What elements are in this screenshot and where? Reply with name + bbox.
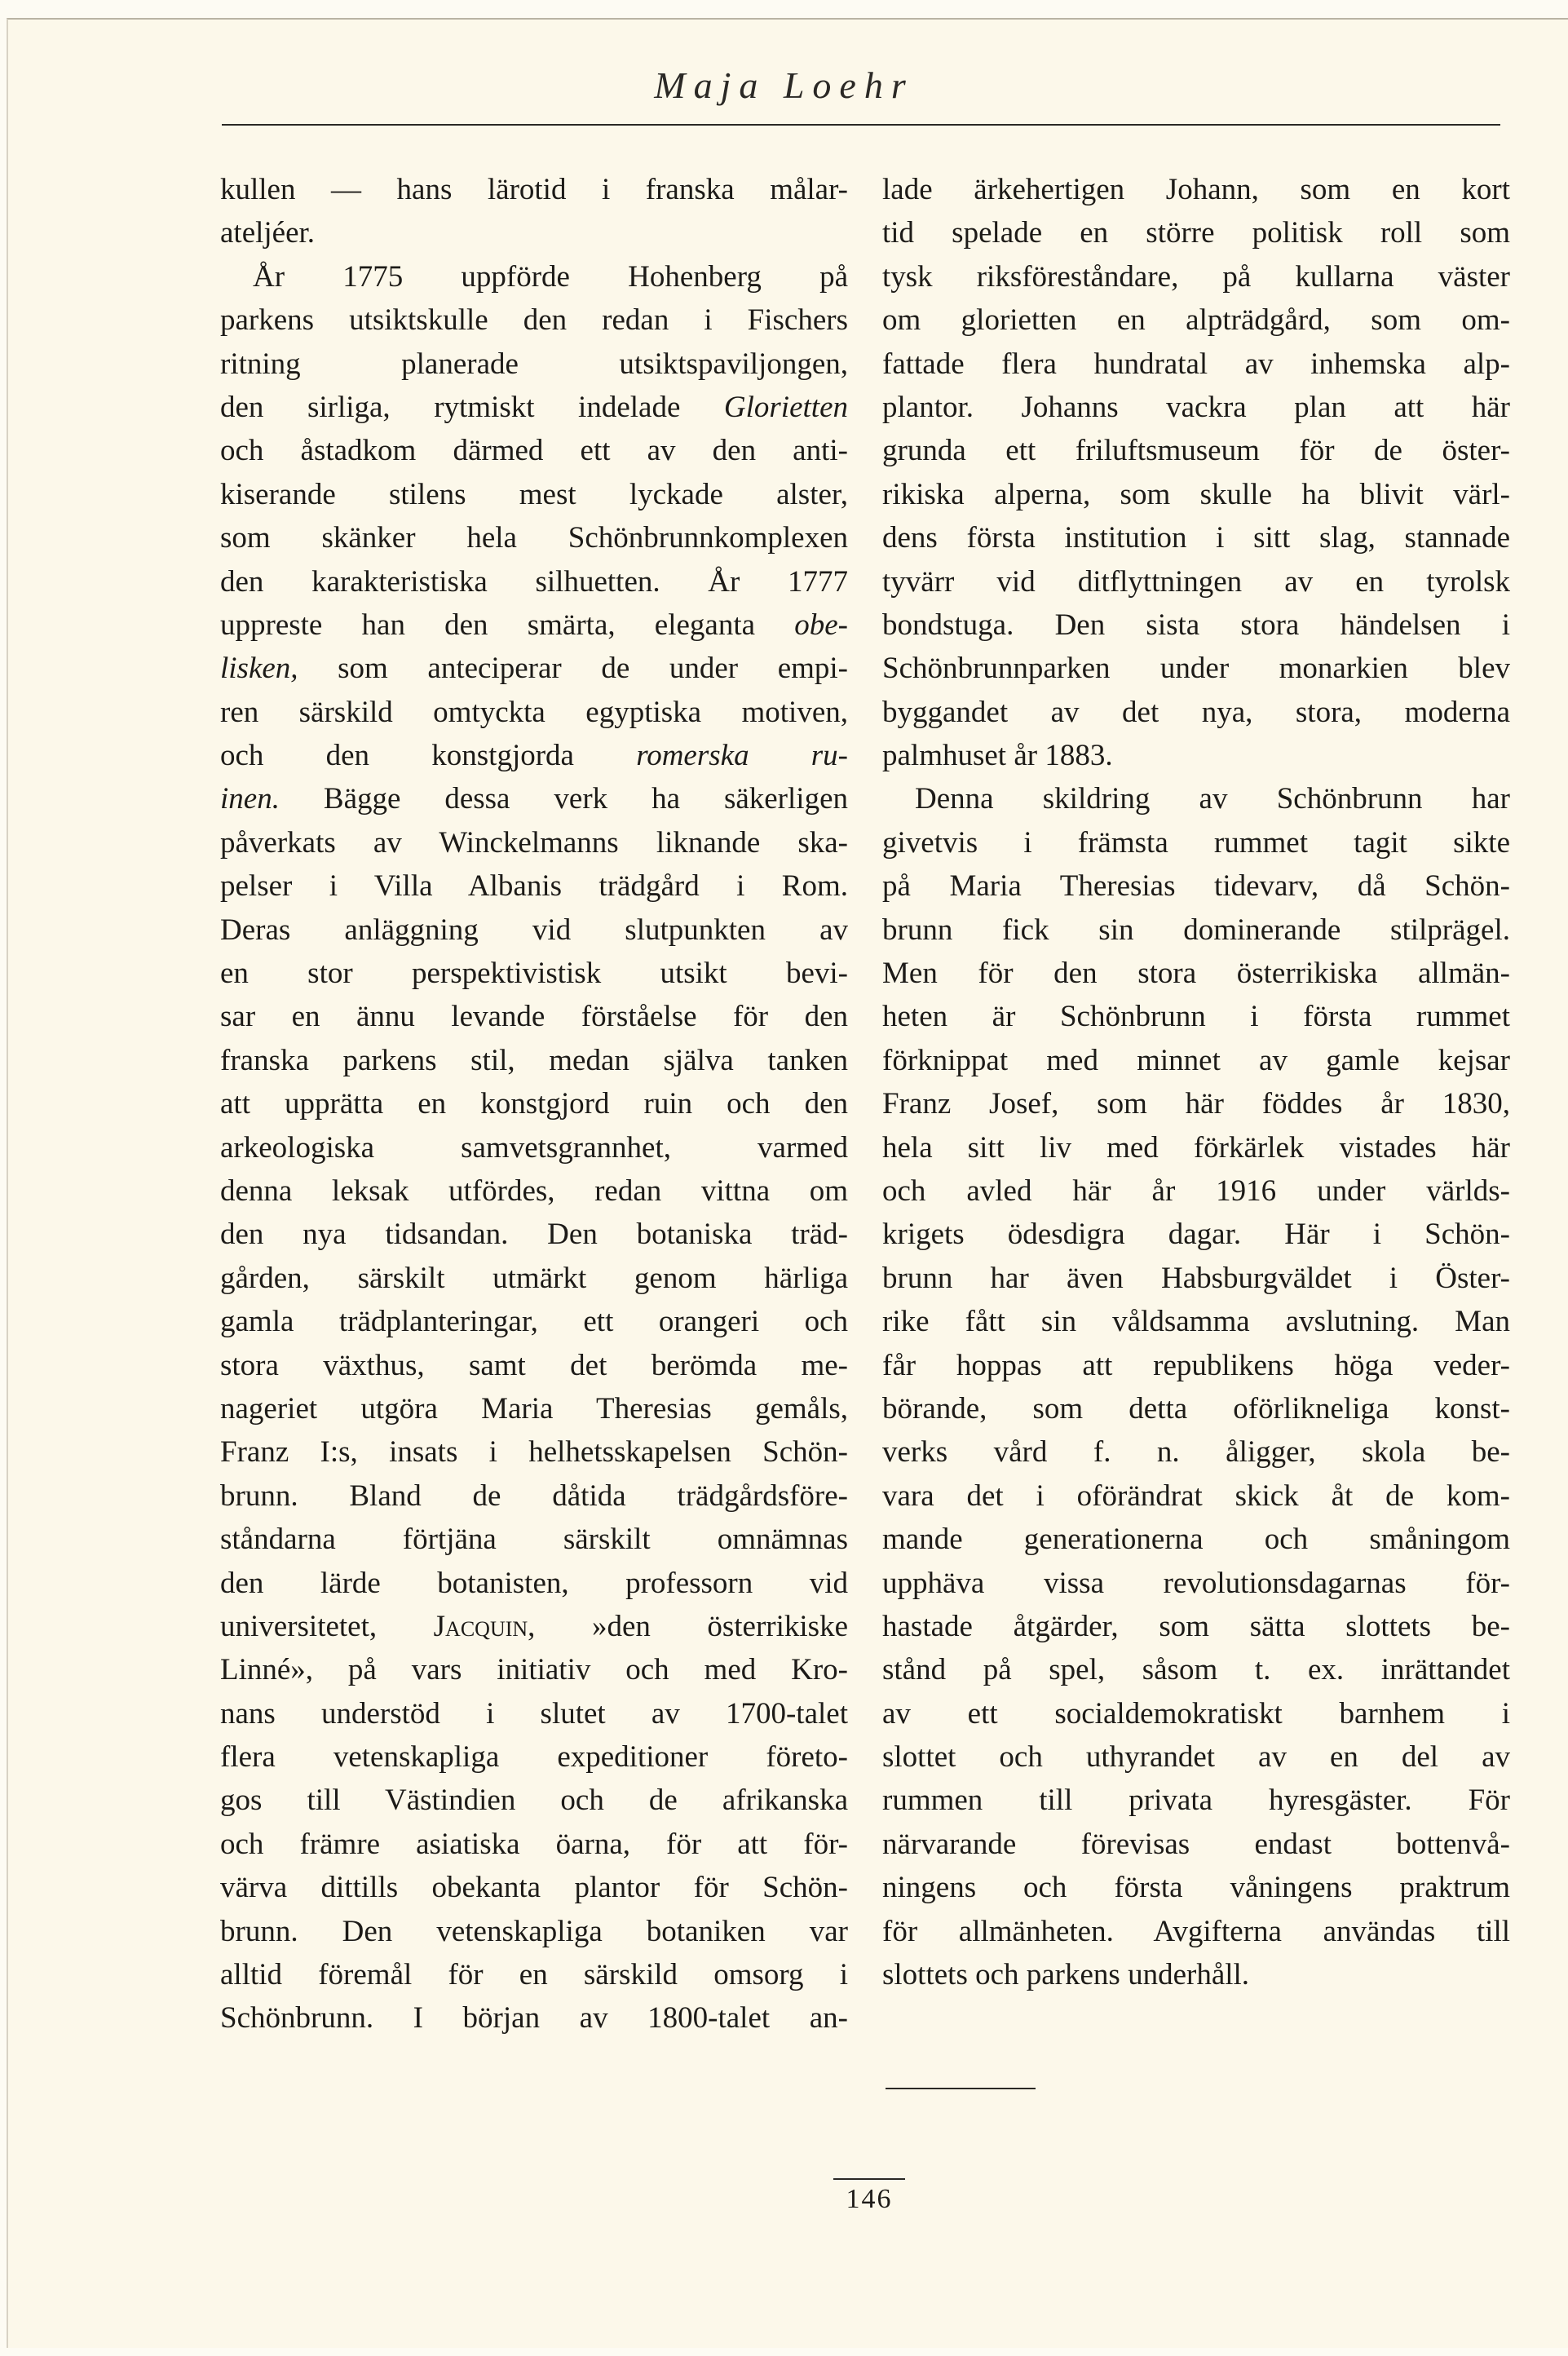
text-line: [220, 1953, 848, 1996]
text-line: [882, 1474, 1510, 1518]
text-segment: om glorietten en alpträdgård, som om-: [882, 303, 1510, 338]
text-segment: och den konstgjorda: [220, 739, 637, 773]
italic-text: obe-: [794, 608, 848, 642]
text-segment: tyvärr vid ditflyttningen av en tyrolsk: [882, 564, 1510, 599]
text-segment: Franz I:s, insats i helhetsskapelsen Schön-: [220, 1435, 848, 1470]
text-segment: fattade flera hundratal av inhemska alp-: [882, 347, 1510, 381]
text-segment: den nya tidsandan. Den botaniska träd-: [220, 1218, 848, 1252]
small-caps-text: Jacquin: [433, 1609, 528, 1643]
text-segment: denna leksak utfördes, redan vittna om: [220, 1174, 848, 1208]
text-segment: gården, särskilt utmärkt genom härliga: [220, 1261, 848, 1295]
text-segment: att upprätta en konstgjord ruin och den: [220, 1087, 848, 1121]
text-segment: Bägge dessa verk ha säkerligen: [279, 782, 848, 816]
text-segment: och främre asiatiska öarna, för att för-: [220, 1827, 848, 1861]
text-segment: ritning planerade utsiktspaviljongen,: [220, 347, 848, 381]
text-segment: gos till Västindien och de afrikanska: [220, 1784, 848, 1818]
text-line: [882, 1692, 1510, 1735]
text-line: [882, 1039, 1510, 1082]
text-line: [220, 603, 848, 647]
text-line: [220, 952, 848, 995]
text-line: [220, 1779, 848, 1822]
text-segment: slottets och parkens underhåll.: [882, 1958, 1250, 1992]
text-segment: givetvis i främsta rummet tagit sikte: [882, 825, 1510, 860]
text-segment: bondstuga. Den sista stora händelsen i: [882, 608, 1510, 642]
text-segment: kiserande stilens mest lyckade alster,: [220, 477, 848, 511]
text-line: [220, 1126, 848, 1169]
text-segment: en stor perspektivistisk utsikt bevi-: [220, 957, 848, 991]
text-segment: pelser i Villa Albanis trädgård i Rom.: [220, 869, 848, 904]
text-segment: Denna skildring av Schönbrunn har: [915, 782, 1510, 816]
text-segment: förknippat med minnet av gamle kejsar: [882, 1043, 1510, 1077]
text-segment: nans understöd i slutet av 1700-talet: [220, 1696, 848, 1731]
italic-text: inen.: [220, 782, 280, 816]
left-column: [220, 168, 848, 2040]
text-segment: vara det i oförändrat skick åt de kom-: [882, 1479, 1510, 1513]
text-line: [882, 1779, 1510, 1822]
text-segment: flera vetenskapliga expeditioner företo-: [220, 1740, 848, 1775]
text-line: [882, 1605, 1510, 1648]
text-segment: ningens och första våningens praktrum: [882, 1871, 1510, 1905]
text-segment: palmhuset år 1883.: [882, 739, 1113, 773]
text-line: [220, 908, 848, 952]
text-line: [220, 1823, 848, 1866]
text-line: [882, 473, 1510, 516]
text-segment: kullen — hans lärotid i franska målar-: [220, 173, 848, 206]
text-line: [882, 952, 1510, 995]
text-line: [882, 1213, 1510, 1256]
text-segment: byggandet av det nya, stora, moderna: [882, 695, 1510, 729]
text-segment: Deras anläggning vid slutpunkten av: [220, 913, 848, 947]
text-segment: rikiska alperna, som skulle ha blivit värl-: [882, 477, 1510, 511]
text-line: [882, 864, 1510, 908]
text-segment: och avled här år 1916 under världs-: [882, 1174, 1510, 1208]
text-segment: värva dittills obekanta plantor för Schön-: [220, 1871, 848, 1905]
text-segment: tid spelade en större politisk roll som: [882, 216, 1510, 250]
text-line: [882, 516, 1510, 559]
text-line: [882, 560, 1510, 603]
text-line: [220, 647, 848, 690]
text-line: [882, 1430, 1510, 1474]
text-line: [882, 429, 1510, 472]
text-line: [220, 1387, 848, 1430]
text-segment: sar en ännu levande förståelse för den: [220, 1000, 848, 1034]
text-line: [220, 1735, 848, 1779]
text-line: [220, 1562, 848, 1605]
text-line: [882, 1823, 1510, 1866]
text-line: [220, 1257, 848, 1300]
text-line: [220, 1430, 848, 1474]
text-line: [882, 1082, 1510, 1125]
text-line: [882, 343, 1510, 386]
page-number: 146: [846, 2184, 893, 2214]
text-segment: verks vård f. n. åligger, skola be-: [882, 1435, 1510, 1470]
text-line: [220, 864, 848, 908]
text-line: [882, 1169, 1510, 1213]
text-segment: som skänker hela Schönbrunnkomplexen: [220, 521, 848, 555]
text-line: [882, 1648, 1510, 1691]
text-segment: Schönbrunn. I början av 1800-talet an-: [220, 2001, 848, 2036]
text-segment: alltid föremål för en särskild omsorg i: [220, 1958, 848, 1992]
text-line: [220, 1692, 848, 1735]
text-segment: brunn har även Habsburgväldet i Öster-: [882, 1261, 1510, 1295]
text-line: [882, 1300, 1510, 1343]
text-segment: slottet och uthyrandet av en del av: [882, 1740, 1510, 1775]
text-segment: den lärde botanisten, professorn vid: [220, 1566, 848, 1600]
text-segment: får hoppas att republikens höga veder-: [882, 1348, 1510, 1382]
text-line: [220, 995, 848, 1038]
text-segment: hela sitt liv med förkärlek vistades här: [882, 1130, 1510, 1165]
text-line: [882, 995, 1510, 1038]
text-line: [220, 211, 848, 254]
text-line: [220, 1518, 848, 1561]
text-line: [882, 1518, 1510, 1561]
text-line: [220, 168, 848, 211]
text-segment: universitetet,: [220, 1609, 434, 1643]
text-segment: Men för den stora österrikiska allmän-: [882, 957, 1510, 991]
text-segment: den karakteristiska silhuetten. År 1777: [220, 564, 848, 599]
text-segment: rike fått sin våldsamma avslutning. Man: [882, 1305, 1510, 1339]
text-segment: påverkats av Winckelmanns liknande ska-: [220, 825, 848, 860]
text-line: [882, 1953, 1510, 1996]
italic-text: lisken,: [220, 652, 298, 686]
text-segment: tysk riksföreståndare, på kullarna väster: [882, 259, 1510, 294]
italic-text: Glorietten: [723, 390, 848, 424]
text-segment: upphäva vissa revolutionsdagarnas för-: [882, 1566, 1510, 1600]
text-line: [882, 1866, 1510, 1909]
text-line: [882, 1562, 1510, 1605]
text-line: [882, 255, 1510, 298]
text-line: [220, 777, 848, 820]
text-line: [220, 1213, 848, 1256]
text-line: [882, 777, 1510, 820]
text-segment: dens första institution i sitt slag, stannade: [882, 521, 1510, 555]
text-segment: den sirliga, rytmiskt indelade: [220, 390, 724, 424]
text-segment: ateljéer.: [220, 216, 316, 250]
text-line: [220, 1169, 848, 1213]
text-line: [882, 908, 1510, 952]
text-line: [882, 647, 1510, 690]
text-line: [220, 734, 848, 777]
text-line: [882, 1387, 1510, 1430]
text-segment: och åstadkom därmed ett av den anti-: [220, 434, 848, 468]
text-segment: som anteciperar de under empi-: [298, 652, 848, 686]
text-segment: stånd på spel, såsom t. ex. inrättandet: [882, 1653, 1510, 1687]
text-line: [882, 821, 1510, 864]
text-segment: brunn. Bland de dåtida trädgårdsföre-: [220, 1479, 848, 1513]
text-line: [220, 560, 848, 603]
header-rule: [222, 124, 1500, 126]
text-segment: på Maria Theresias tidevarv, då Schön-: [882, 869, 1510, 904]
text-line: [220, 473, 848, 516]
text-line: [220, 1082, 848, 1125]
text-segment: hastade åtgärder, som sätta slottets be-: [882, 1609, 1510, 1643]
text-line: [220, 1996, 848, 2040]
text-line: [882, 211, 1510, 254]
text-segment: rummen till privata hyresgäster. För: [882, 1784, 1510, 1818]
text-segment: brunn. Den vetenskapliga botaniken var: [220, 1914, 848, 1948]
text-line: [882, 1735, 1510, 1779]
text-line: [220, 429, 848, 472]
text-segment: grunda ett friluftsmuseum för de öster-: [882, 434, 1510, 468]
text-line: [220, 821, 848, 864]
text-segment: stora växthus, samt det berömda me-: [220, 1348, 848, 1382]
text-line: [220, 1344, 848, 1387]
text-line: [220, 343, 848, 386]
text-segment: nageriet utgöra Maria Theresias gemåls,: [220, 1391, 848, 1426]
text-line: [220, 386, 848, 429]
text-line: [882, 1126, 1510, 1169]
text-line: [220, 298, 848, 342]
text-segment: närvarande förevisas endast bottenvå-: [882, 1827, 1510, 1861]
text-segment: Franz Josef, som här föddes år 1830,: [882, 1087, 1510, 1121]
text-segment: börande, som detta oförlikneliga konst-: [882, 1391, 1510, 1426]
page-number-rule: [833, 2178, 905, 2180]
text-line: [220, 1300, 848, 1343]
text-line: [220, 1910, 848, 1953]
text-segment: uppreste han den smärta, eleganta: [220, 608, 795, 642]
text-segment: , »den österrikiske: [528, 1609, 848, 1643]
text-line: [882, 691, 1510, 734]
text-segment: År 1775 uppförde Hohenberg på: [253, 259, 848, 294]
text-line: [220, 255, 848, 298]
text-segment: parkens utsiktskulle den redan i Fischers: [220, 303, 848, 338]
text-segment: gamla trädplanteringar, ett orangeri och: [220, 1305, 848, 1339]
text-segment: lade ärkehertigen Johann, som en kort: [882, 173, 1510, 206]
text-segment: heten är Schönbrunn i första rummet: [882, 1000, 1510, 1034]
text-segment: ren särskild omtyckta egyptiska motiven,: [220, 695, 848, 729]
text-segment: Schönbrunnparken under monarkien blev: [882, 652, 1510, 686]
text-line: [882, 1257, 1510, 1300]
text-segment: krigets ödesdigra dagar. Här i Schön-: [882, 1218, 1510, 1252]
end-of-text-rule: [886, 2088, 1036, 2089]
text-segment: brunn fick sin dominerande stilprägel.: [882, 913, 1510, 947]
text-line: [220, 1648, 848, 1691]
italic-text: romerska ru-: [636, 739, 849, 773]
text-line: [882, 734, 1510, 777]
text-line: [882, 168, 1510, 211]
text-segment: Linné», på vars initiativ och med Kro-: [220, 1653, 848, 1687]
text-line: [220, 516, 848, 559]
text-segment: mande generationerna och småningom: [882, 1523, 1510, 1557]
text-segment: plantor. Johanns vackra plan att här: [882, 390, 1510, 424]
right-column: [882, 168, 1510, 1996]
text-line: [882, 386, 1510, 429]
text-segment: arkeologiska samvetsgrannhet, varmed: [220, 1130, 848, 1165]
text-line: [220, 1605, 848, 1648]
text-segment: av ett socialdemokratiskt barnhem i: [882, 1696, 1510, 1731]
running-header: Maja Loehr: [654, 64, 914, 106]
text-line: [882, 1910, 1510, 1953]
text-line: [220, 691, 848, 734]
text-segment: för allmänheten. Avgifterna användas till: [882, 1914, 1510, 1948]
text-line: [882, 298, 1510, 342]
text-line: [220, 1866, 848, 1909]
text-segment: ståndarna förtjäna särskilt omnämnas: [220, 1523, 848, 1557]
text-line: [220, 1039, 848, 1082]
text-segment: franska parkens stil, medan själva tanken: [220, 1043, 848, 1077]
text-line: [220, 1474, 848, 1518]
text-line: [882, 1344, 1510, 1387]
text-line: [882, 603, 1510, 647]
